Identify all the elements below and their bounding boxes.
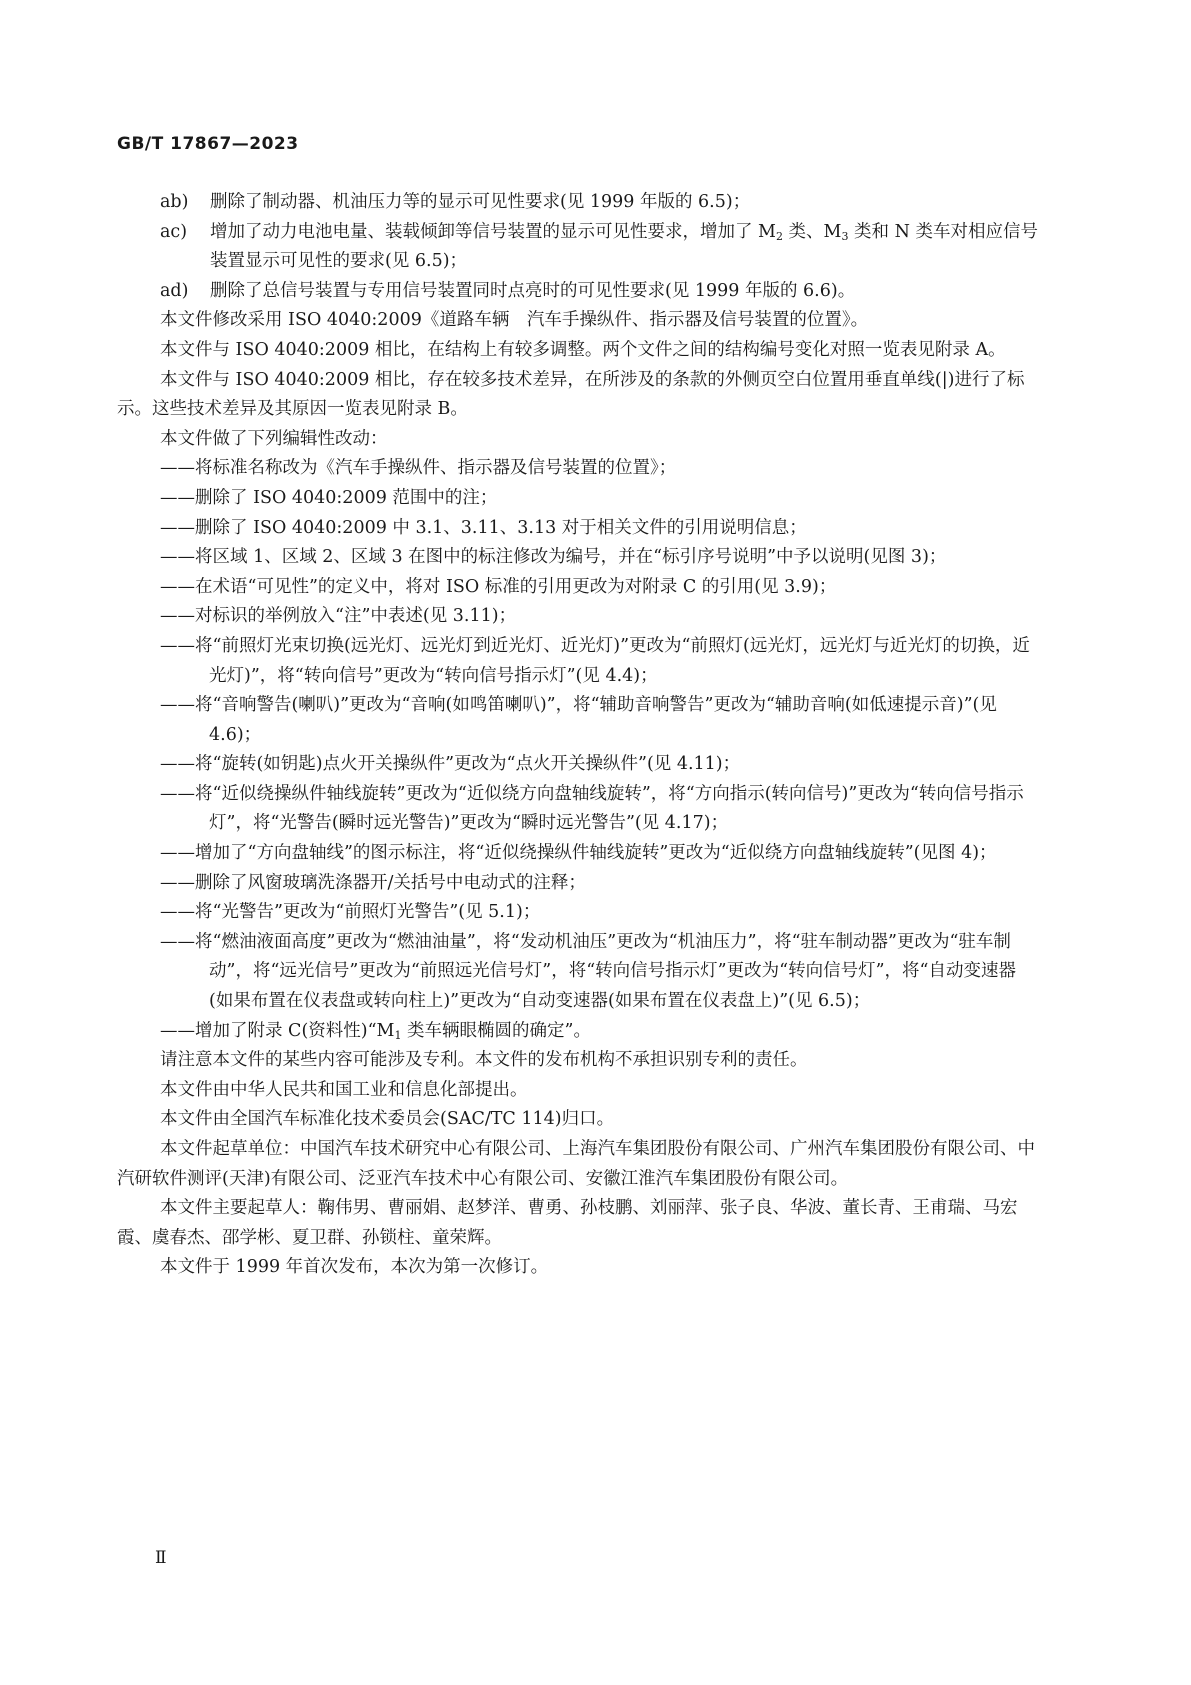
subscript: 2 [775,229,783,243]
list-item-text: 类、M [782,221,842,242]
dash-item: ——将“近似绕操纵件轴线旋转”更改为“近似绕方向盘轴线旋转”，将“方向指示(转向信号)”更改为“转向信号指示灯”，将“光警告(瞬时远光警告)”更改为“瞬时远光警告”(见 4.17)； [160,783,1024,834]
dash-item: ——将“旋转(如钥匙)点火开关操纵件”更改为“点火开关操纵件”(见 4.11)； [160,754,741,775]
list-item [160,277,1040,307]
list-item [160,218,1040,277]
dash-item-text: ——增加了附录 C(资料性)“M [160,1020,395,1041]
list-item-label: ac) [160,221,188,242]
list-item [160,188,1040,218]
dash-item: ——将“燃油液面高度”更改为“燃油油量”，将“发动机油压”更改为“机油压力”，将“驻车制动器”更改为“驻车制动”，将“远光信号”更改为“前照远光信号灯”，将“转向信号指示灯”更改为“转向信号灯”，将“自动变速器(如果布置在仪表盘或转向柱上)”更改为“自动变速器(如果布置在仪表盘上)”(见 6.5)； [160,931,1016,1012]
list-item-label: ad) [160,280,189,301]
paragraph: 本文件于 1999 年首次发布，本次为第一次修订。 [160,1257,549,1278]
dash-item: ——增加了“方向盘轴线”的图示标注，将“近似绕操纵件轴线旋转”更改为“近似绕方向盘轴线旋转”(见图 4)； [160,843,997,864]
dash-item: ——将“前照灯光束切换(远光灯、远光灯到近光灯、近光灯)”更改为“前照灯(远光灯，远光灯与近光灯的切换，近光灯)”，将“转向信号”更改为“转向信号指示灯”(见 4.4)； [160,635,1030,686]
subscript: 1 [394,1028,402,1042]
paragraph: 请注意本文件的某些内容可能涉及专利。本文件的发布机构不承担识别专利的责任。 [160,1050,808,1071]
page-number: Ⅱ [155,1548,167,1568]
paragraph: 本文件由中华人民共和国工业和信息化部提出。 [160,1079,528,1100]
list-item-label: ab) [160,192,189,212]
dash-item: ——将“音响警告(喇叭)”更改为“音响(如鸣笛喇叭)”，将“辅助音响警告”更改为“辅助音响(如低速提示音)”(见 4.6)； [160,695,997,745]
paragraph: 本文件做了下列编辑性改动： [160,428,388,449]
paragraph: 本文件起草单位：中国汽车技术研究中心有限公司、上海汽车集团股份有限公司、广州汽车集团股份有限公司、中汽研软件测评(天津)有限公司、泛亚汽车技术中心有限公司、安徽江淮汽车集团股份有限公司。 [117,1139,1035,1189]
dash-item-text: 类车辆眼椭圆的确定”。 [401,1020,591,1041]
paragraph: 本文件主要起草人：鞠伟男、曹丽娟、赵梦洋、曹勇、孙枝鹏、刘丽萍、张子良、华波、董长青、王甫瑞、马宏霞、虞春杰、邵学彬、夏卫群、孙锁柱、童荣辉。 [117,1198,1018,1248]
dash-item: ——删除了风窗玻璃洗涤器开/关括号中电动式的注释； [160,872,586,893]
paragraph: 本文件修改采用 ISO 4040:2009《道路车辆 汽车手操纵件、指示器及信号装置的位置》。 [160,310,869,331]
dash-item: ——对标识的举例放入“注”中表述(见 3.11)； [160,606,517,627]
subscript: 3 [841,229,849,243]
paragraph: 本文件由全国汽车标准化技术委员会(SAC/TC 114)归口。 [160,1109,615,1130]
paragraph: 本文件与 ISO 4040:2009 相比，存在较多技术差异，在所涉及的条款的外侧页空白位置用垂直单线(|)进行了标示。这些技术差异及其原因一览表见附录 B。 [117,369,1025,420]
dash-item [160,1017,1040,1047]
document-body [117,188,1040,1283]
dash-item: ——将“光警告”更改为“前照灯光警告”(见 5.1)； [160,902,541,923]
list-item-text: 增加了动力电池电量、装载倾卸等信号装置的显示可见性要求，增加了 M [210,221,776,242]
list-item-text: 类和 N 类车对相应信号装置显示可见性的要求(见 6.5)； [210,221,1038,272]
paragraph: 本文件与 ISO 4040:2009 相比，在结构上有较多调整。两个文件之间的结构编号变化对照一览表见附录 A。 [160,339,1006,360]
dash-item: ——将区域 1、区域 2、区域 3 在图中的标注修改为编号，并在“标引序号说明”中予以说明(见图 3)； [160,547,947,568]
list-item-text: 删除了总信号装置与专用信号装置同时点亮时的可见性要求(见 1999 年版的 6.6)。 [210,280,856,301]
dash-item: ——在术语“可见性”的定义中，将对 ISO 标准的引用更改为对附录 C 的引用(见 3.9)； [160,576,837,597]
dash-item: ——删除了 ISO 4040:2009 范围中的注； [160,487,498,508]
document-number: GB/T 17867—2023 [117,134,299,154]
dash-item: ——删除了 ISO 4040:2009 中 3.1、3.11、3.13 对于相关文件的引用说明信息； [160,517,807,538]
dash-item: ——将标准名称改为《汽车手操纵件、指示器及信号装置的位置》； [160,458,677,479]
list-item-text: 删除了制动器、机油压力等的显示可见性要求(见 1999 年版的 6.5)； [210,192,751,212]
